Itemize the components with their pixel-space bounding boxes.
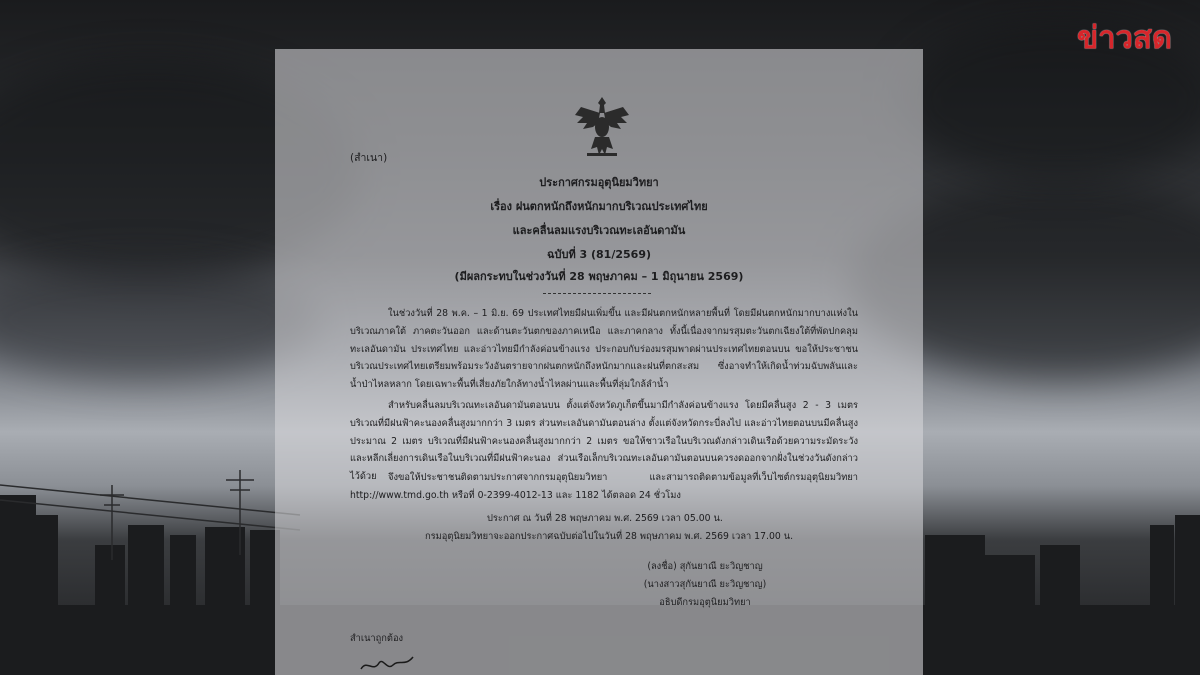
next-issue-notice: กรมอุตุนิยมวิทยาจะออกประกาศฉบับต่อไปในวันที่ 28 พฤษภาคม พ.ศ. 2569 เวลา 17.00 น. bbox=[425, 531, 794, 542]
paragraph-rain-warning: ในช่วงวันที่ 28 พ.ค. – 1 มิ.ย. 69 ประเทศไทยมีฝนเพิ่มขึ้น และมีฝนตกหนักหลายพื้นที่ โดยมีฝนตกหนักมากบางแห่งในบริเวณภาคใต้ ภาคตะวันออก และด้านตะวันตกของภาคเหนือ และภาคกลาง ทั้งนี้เนื่องจากมรสุมตะวันตกเฉียงใต้ที่พัดปกคลุมทะเลอันดามัน ประเทศไทย และอ่าวไทยมีกำลังค่อนข้างแรง ประกอบกับร่องมรสุมพาดผ่านประเทศไทยตอนบน ขอให้ประชาชนบริเวณประเทศไทยเตรียมพร้อมระวังอันตรายจากฝนตกหนักถึงหนักมากและฝนที่ตกสะสม ซึ่งอาจทำให้เกิดน้ำท่วมฉับพลันและน้ำป่าไหลหลาก โดยเฉพาะพื้นที่เสี่ยงภัยใกล้ทางน้ำไหลผ่านและพื้นที่ลุ่มใกล้ลำน้ำ bbox=[350, 308, 858, 391]
issue-number: ฉบับที่ 3 (81/2569) bbox=[546, 248, 652, 261]
subject-line-1: เรื่อง ฝนตกหนักถึงหนักมากบริเวณประเทศไทย bbox=[490, 200, 708, 213]
document-title: ประกาศกรมอุตุนิยมวิทยา bbox=[539, 176, 659, 189]
copy-label: (สำเนา) bbox=[350, 152, 388, 164]
signer-full-name: (นางสาวสุกันยาณี ยะวิญชาญ) bbox=[643, 579, 767, 590]
subject-line-2: และคลื่นลมแรงบริเวณทะเลอันดามัน bbox=[512, 224, 686, 237]
handwritten-signature bbox=[357, 653, 417, 675]
effective-period: (มีผลกระทบในช่วงวันที่ 28 พฤษภาคม – 1 มิถุนายน 2569) bbox=[454, 270, 744, 283]
announcement-document bbox=[275, 49, 923, 675]
signed-line: (ลงชื่อ) สุกันยาณี ยะวิญชาญ bbox=[647, 561, 763, 572]
khaosod-logo: ข่าวสด bbox=[1076, 20, 1172, 56]
certified-copy-label: สำเนาถูกต้อง bbox=[350, 633, 404, 644]
issued-datetime: ประกาศ ณ วันที่ 28 พฤษภาคม พ.ศ. 2569 เวลา 05.00 น. bbox=[487, 513, 723, 524]
divider bbox=[543, 293, 651, 294]
signer-title: อธิบดีกรมอุตุนิยมวิทยา bbox=[659, 597, 751, 608]
garuda-emblem-icon bbox=[571, 93, 633, 159]
paragraph-contact: จึงขอให้ประชาชนติดตามประกาศจากกรมอุตุนิยมวิทยา และสามารถติดตามข้อมูลที่เว็บไซต์กรมอุตุนิยมวิทยา http://www.tmd.go.th หรือที่ 0-2399-4012-13 และ 1182 ได้ตลอด 24 ชั่วโมง bbox=[350, 472, 858, 501]
paragraph-wave-warning: สำหรับคลื่นลมบริเวณทะเลอันดามันตอนบน ตั้งแต่จังหวัดภูเก็ตขึ้นมามีกำลังค่อนข้างแรง โดยมีคลื่นสูง 2 - 3 เมตร บริเวณที่มีฝนฟ้าคะนองคลื่นสูงมากกว่า 3 เมตร ส่วนทะเลอันดามันตอนล่าง ตั้งแต่จังหวัดกระบี่ลงไป และอ่าวไทยตอนบนมีคลื่นสูงประมาณ 2 เมตร บริเวณที่มีฝนฟ้าคะนองคลื่นสูงมากกว่า 2 เมตร ขอให้ชาวเรือในบริเวณดังกล่าวเดินเรือด้วยความระมัดระวังและหลีกเลี่ยงการเดินเรือในบริเวณที่มีฝนฟ้าคะนอง ส่วนเรือเล็กบริเวณทะเลอันดามันตอนบนควรงดออกจากฝั่งในช่วงวันดังกล่าวไว้ด้วย bbox=[350, 400, 858, 483]
